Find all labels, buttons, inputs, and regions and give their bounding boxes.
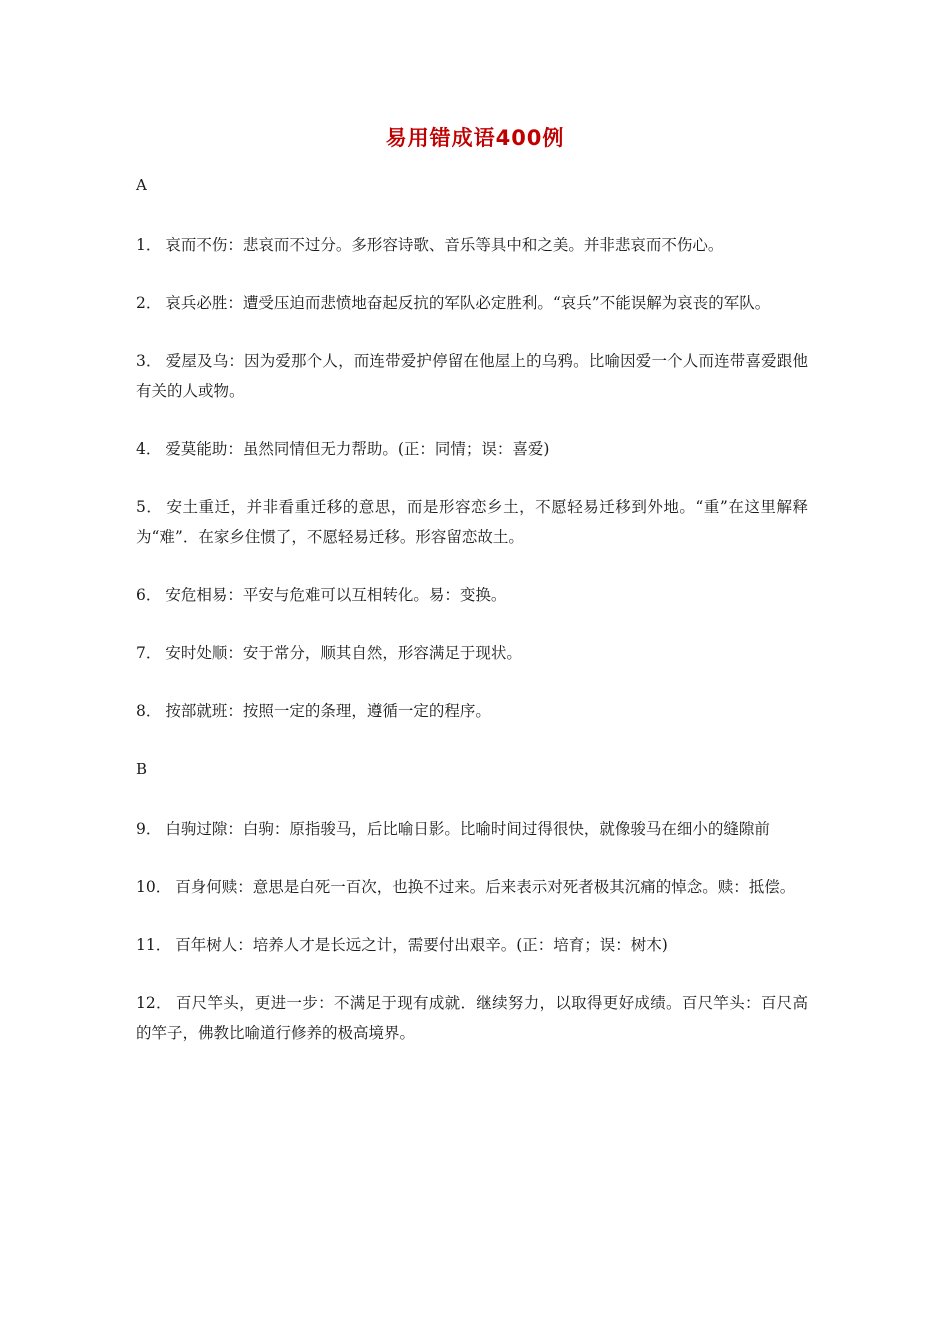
idiom-entry-7 [136,638,808,668]
idiom-entry-6 [136,580,808,610]
entry-text: 安危相易：平安与危难可以互相转化。易：变换。 [165,586,507,604]
entry-number: 2． [136,294,162,312]
entry-number: 5． [136,498,163,516]
entry-text: 哀而不伤：悲哀而不过分。多形容诗歌、音乐等具中和之美。并非悲哀而不伤心。 [165,236,724,254]
document-body [136,170,808,1076]
entry-number: 7． [136,644,162,662]
entry-number: 6． [136,586,162,604]
page-title: 易用错成语400例 [385,126,565,150]
entry-text: 安时处顺：安于常分，顺其自然，形容满足于现状。 [165,644,522,662]
entry-text: 按部就班：按照一定的条理，遵循一定的程序。 [165,702,491,720]
entry-number: 11． [136,936,172,954]
idiom-entry-10 [136,872,808,902]
entry-text: 百年树人：培养人才是长远之计，需要付出艰辛。(正：培育；误：树木) [175,936,668,954]
entry-number: 3． [136,352,162,370]
entry-number: 4． [136,440,162,458]
entry-text: 爱莫能助：虽然同情但无力帮助。(正：同情；误：喜爱) [165,440,550,458]
idiom-entry-9 [136,814,808,844]
idiom-entry-11 [136,930,808,960]
idiom-entry-3 [136,346,808,406]
entry-number: 9． [136,820,162,838]
section-letter-a: A [136,176,147,194]
entry-text: 白驹过隙：白驹：原指骏马，后比喻日影。比喻时间过得很快，就像骏马在细小的缝隙前 [165,820,770,838]
idiom-entry-12 [136,988,808,1048]
entry-text: 哀兵必胜：遭受压迫而悲愤地奋起反抗的军队必定胜利。“哀兵”不能误解为哀丧的军队。 [165,294,771,312]
entry-number: 8． [136,702,162,720]
idiom-entry-8 [136,696,808,726]
entry-text: 爱屋及乌：因为爱那个人，而连带爱护停留在他屋上的乌鸦。比喻因爱一个人而连带喜爱跟他有关的人或物。 [136,352,808,400]
idiom-entry-1 [136,230,808,260]
idiom-entry-5 [136,492,808,552]
entry-text: 安土重迁，并非看重迁移的意思，而是形容恋乡土，不愿轻易迁移到外地。“重”在这里解释为“难”．在家乡住惯了，不愿轻易迁移。形容留恋故土。 [136,498,808,546]
idiom-entry-2 [136,288,808,318]
section-letter-b: B [136,760,148,778]
idiom-entry-4 [136,434,808,464]
entry-text: 百尺竿头，更进一步：不满足于现有成就．继续努力，以取得更好成绩。百尺竿头：百尺高的竿子，佛教比喻道行修养的极高境界。 [136,994,808,1042]
entry-text: 百身何赎：意思是白死一百次，也换不过来。后来表示对死者极其沉痛的悼念。赎：抵偿。 [175,878,796,896]
entry-number: 10． [136,878,172,896]
entry-number: 12． [136,994,172,1012]
entry-number: 1． [136,236,162,254]
